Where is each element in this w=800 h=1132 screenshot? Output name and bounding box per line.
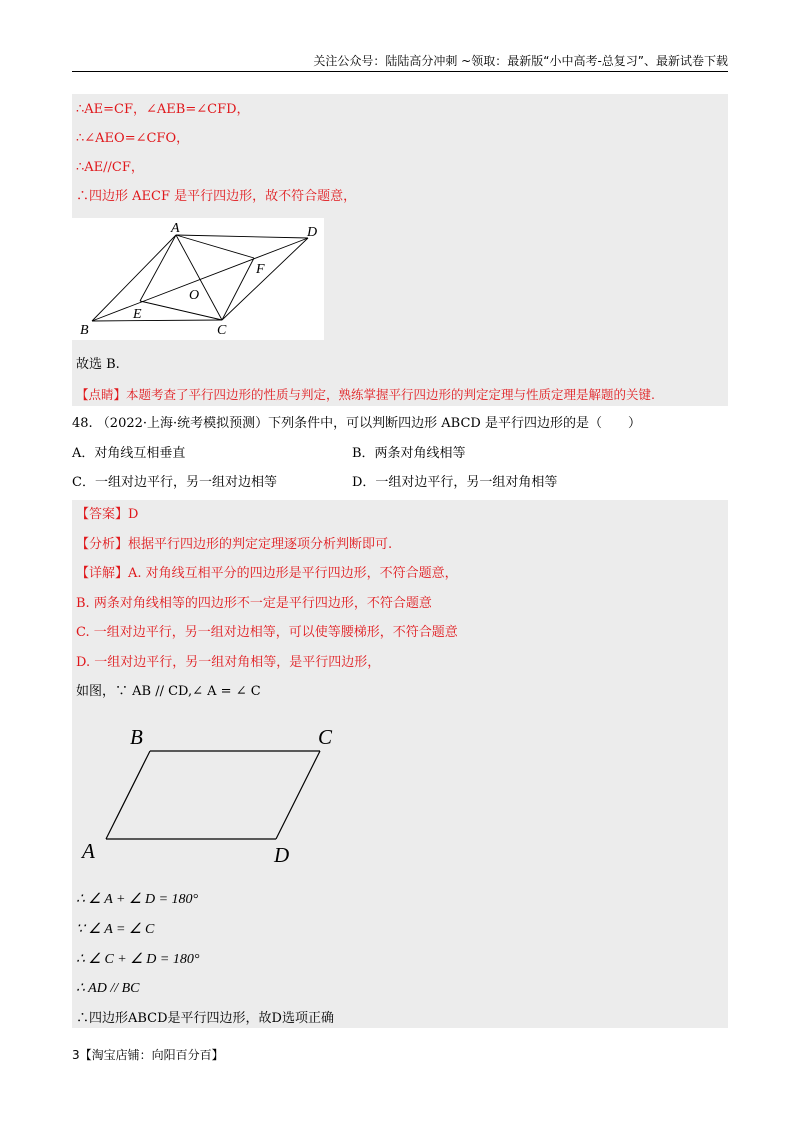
detail-line-1: 【详解】A. 对角线互相平分的四边形是平行四边形，不符合题意， — [76, 566, 458, 581]
proof2-line-3: ∴ ∠ C + ∠ D = 180° — [76, 952, 200, 967]
option-a: A．对角线互相垂直 — [72, 446, 186, 461]
parallelogram-figure-1 — [72, 218, 324, 340]
fig1-label-f: F — [256, 262, 265, 277]
analysis-line: 【分析】根据平行四边形的判定定理逐项分析判断即可. — [76, 537, 393, 552]
option-b: B．两条对角线相等 — [352, 446, 466, 461]
fig1-label-c: C — [217, 323, 227, 338]
proof2-line-4: ∴ AD // BC — [76, 981, 140, 996]
fig1-label-d: D — [307, 225, 318, 240]
fig1-label-a: A — [171, 221, 180, 236]
fig1-label-o: O — [189, 288, 200, 303]
proof2-line-2: ∵ ∠ A = ∠ C — [76, 922, 155, 937]
detail-line-4: D. 一组对边平行，另一组对角相等，是平行四边形， — [76, 655, 381, 670]
fig1-label-e: E — [133, 307, 142, 322]
option-c: C．一组对边平行，另一组对边相等 — [72, 475, 277, 490]
option-d: D．一组对边平行，另一组对角相等 — [352, 475, 558, 490]
proof2-line-1: ∴ ∠ A + ∠ D = 180° — [76, 892, 199, 907]
page-header: 关注公众号：陆陆高分冲刺 ~领取：最新版“小中高考-总复习”、最新试卷下载 — [313, 54, 728, 68]
fig2-label-a: A — [82, 839, 95, 863]
proof-line-2: ∴∠AEO=∠CFO， — [76, 131, 190, 146]
proof-line-4: ∴四边形 AECF 是平行四边形，故不符合题意， — [76, 189, 357, 204]
page-footer: 3【淘宝店铺：向阳百分百】 — [72, 1048, 224, 1062]
proof-line-3: ∴AE//CF， — [76, 160, 144, 175]
fig2-label-d: D — [274, 843, 290, 867]
fig1-label-b: B — [80, 323, 89, 338]
header-rule — [72, 71, 728, 72]
comment-line: 【点睛】本题考查了平行四边形的性质与判定，熟练掌握平行四边形的判定定理与性质定理是解题的关键. — [76, 387, 655, 402]
figure-intro: 如图，∵ AB // CD,∠ A = ∠ C — [76, 684, 261, 699]
detail-line-2: B. 两条对角线相等的四边形不一定是平行四边形，不符合题意 — [76, 596, 432, 611]
proof2-line-5: ∴四边形ABCD是平行四边形，故D选项正确 — [76, 1011, 334, 1026]
parallelogram-figure-2 — [72, 714, 372, 874]
fig2-label-c: C — [318, 725, 333, 749]
detail-line-3: C. 一组对边平行，另一组对边相等，可以使等腰梯形，不符合题意 — [76, 625, 458, 640]
fig2-label-b: B — [130, 725, 143, 749]
proof-line-1: ∴AE=CF，∠AEB=∠CFD， — [76, 102, 250, 117]
choice-line: 故选 B. — [76, 357, 120, 372]
answer-line: 【答案】D — [76, 507, 139, 522]
question-stem: 48. （2022·上海·统考模拟预测）下列条件中，可以判断四边形 ABCD 是平行四边形的是（ ） — [72, 416, 641, 431]
